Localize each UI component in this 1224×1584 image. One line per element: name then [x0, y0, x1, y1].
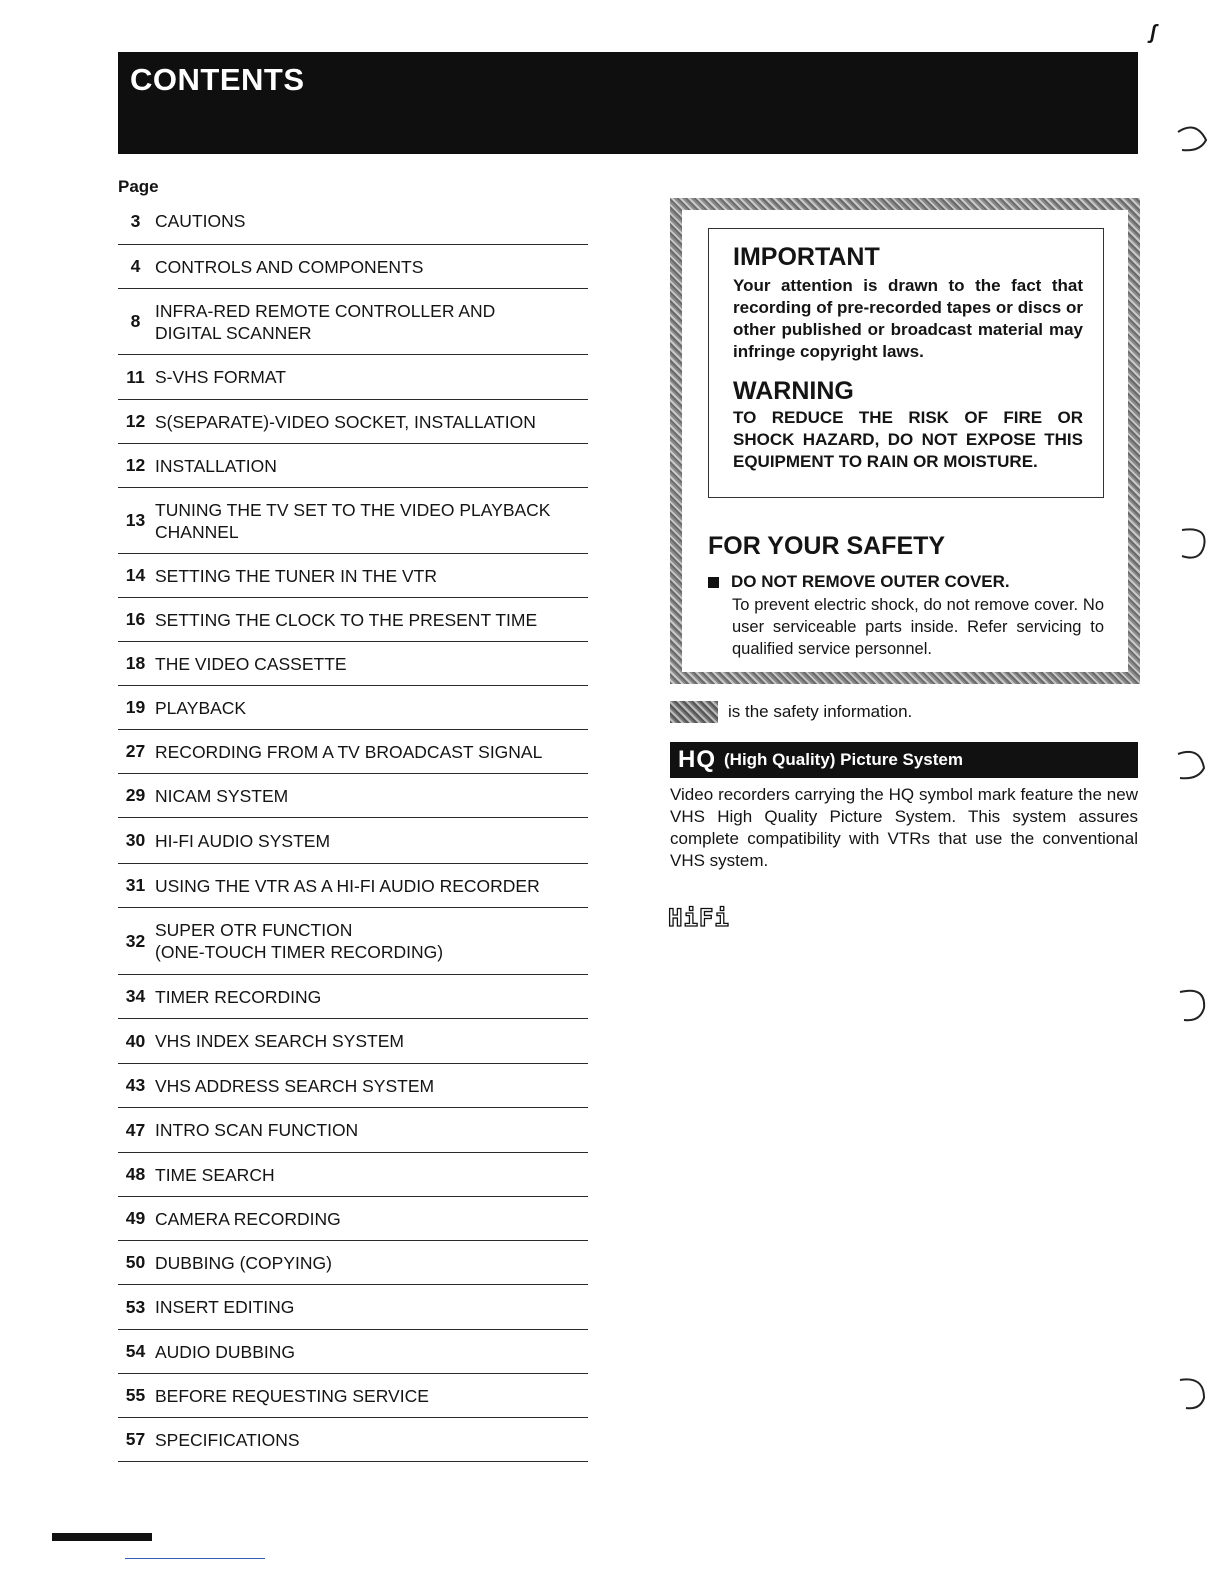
hq-heading-bar	[670, 742, 1138, 778]
hq-subtitle: (High Quality) Picture System	[724, 750, 963, 769]
toc-title	[153, 1296, 294, 1318]
toc-page-number: 16	[125, 609, 146, 629]
safety-notice-box	[670, 198, 1140, 684]
toc-title	[153, 411, 536, 433]
safety-bullet	[708, 572, 1010, 592]
toc-entry	[118, 1197, 588, 1241]
toc-title	[153, 1030, 404, 1052]
toc-title-line: CONTROLS AND COMPONENTS	[155, 256, 424, 277]
toc-entry	[118, 554, 588, 598]
toc-page-number: 19	[125, 697, 146, 717]
safety-bullet-text: DO NOT REMOVE OUTER COVER.	[731, 572, 1010, 591]
toc-title	[153, 366, 286, 388]
toc-page-number: 12	[125, 455, 146, 475]
toc-title-line: S-VHS FORMAT	[155, 367, 286, 387]
toc-title	[153, 609, 537, 631]
toc-title-line: AUDIO DUBBING	[155, 1341, 296, 1362]
toc-page-number: 53	[125, 1296, 146, 1317]
important-title: IMPORTANT	[733, 243, 880, 271]
corner-mark: ʃ	[1150, 22, 1157, 44]
bullet-square-icon	[708, 577, 719, 588]
toc-entry	[118, 774, 588, 818]
toc-page-number: 13	[125, 510, 146, 530]
toc-entry	[118, 1418, 588, 1462]
toc-title-line: CAMERA RECORDING	[155, 1208, 341, 1229]
toc-title-line: DIGITAL SCANNER	[155, 322, 312, 343]
toc-title-line: (ONE-TOUCH TIMER RECORDING)	[155, 942, 444, 962]
toc-title-line: CAUTIONS	[155, 211, 246, 231]
toc-title	[153, 875, 540, 897]
footer-line	[125, 1558, 265, 1559]
toc-title-line: SETTING THE CLOCK TO THE PRESENT TIME	[155, 609, 538, 630]
binding-hole-icon	[1170, 744, 1214, 792]
toc-title-line: INTRO SCAN FUNCTION	[155, 1120, 359, 1140]
toc-page-number: 54	[125, 1341, 146, 1361]
toc-title	[153, 653, 347, 675]
toc-title	[153, 1252, 332, 1274]
toc-entry	[118, 1285, 588, 1330]
toc-title-line: SUPER OTR FUNCTION	[155, 920, 353, 940]
toc-entry	[118, 289, 588, 355]
toc-page-number: 27	[125, 741, 146, 761]
toc-title	[153, 830, 330, 852]
toc-title-line: SPECIFICATIONS	[155, 1429, 300, 1450]
toc-entry	[118, 1019, 588, 1064]
warning-title: WARNING	[733, 377, 854, 405]
toc-title-line: USING THE VTR AS A HI-FI AUDIO RECORDER	[155, 875, 540, 896]
toc-title	[153, 741, 542, 763]
toc-title-line: CHANNEL	[155, 521, 239, 542]
safety-title: FOR YOUR SAFETY	[708, 532, 946, 560]
toc-page-heading: Page	[118, 177, 159, 196]
toc-page-number: 31	[125, 875, 146, 895]
page-title: CONTENTS	[130, 62, 305, 97]
toc-entry	[118, 975, 588, 1019]
important-warning-panel	[708, 228, 1104, 498]
hq-logo: HQ	[678, 746, 716, 773]
binding-hole-icon	[1170, 520, 1214, 568]
toc-title	[153, 1164, 275, 1186]
binding-hole-icon	[1170, 1370, 1214, 1418]
toc-entry	[118, 818, 588, 864]
toc-page-number: 40	[125, 1030, 146, 1051]
toc-title	[153, 1208, 341, 1230]
toc-page-number: 47	[125, 1119, 146, 1140]
toc-title	[153, 565, 437, 587]
toc-page-number: 34	[125, 986, 146, 1006]
toc-title-line: RECORDING FROM A TV BROADCAST SIGNAL	[155, 741, 543, 762]
toc-page-number: 11	[126, 366, 145, 387]
toc-title-line: PLAYBACK	[155, 697, 247, 718]
safety-pattern-icon	[670, 701, 718, 723]
toc-title-line: NICAM SYSTEM	[155, 785, 289, 806]
toc-title-line: THE VIDEO CASSETTE	[155, 653, 347, 674]
toc-title-line: BEFORE REQUESTING SERVICE	[155, 1385, 429, 1406]
table-of-contents	[118, 198, 588, 1462]
toc-title	[153, 300, 495, 344]
toc-title-line: VHS ADDRESS SEARCH SYSTEM	[155, 1075, 435, 1096]
toc-entry	[118, 908, 588, 975]
toc-title-line: INFRA-RED REMOTE CONTROLLER AND	[155, 300, 496, 321]
toc-page-number: 4	[130, 256, 141, 276]
toc-entry	[118, 1064, 588, 1108]
toc-title	[153, 256, 423, 278]
toc-title-line: INSTALLATION	[155, 455, 277, 476]
toc-title-line: INSERT EDITING	[155, 1297, 295, 1317]
toc-entry	[118, 1374, 588, 1418]
toc-title	[153, 697, 246, 719]
toc-title	[153, 1119, 358, 1141]
toc-page-number: 14	[125, 565, 146, 585]
toc-page-number: 50	[125, 1252, 146, 1272]
toc-page-number: 3	[130, 210, 141, 231]
toc-page-number: 43	[125, 1075, 146, 1095]
toc-entry	[118, 1153, 588, 1197]
toc-entry	[118, 245, 588, 289]
safety-legend	[670, 701, 912, 723]
toc-title	[153, 919, 443, 963]
toc-title	[153, 1341, 295, 1363]
important-text: Your attention is drawn to the fact that recording of pre-recorded tapes or discs or other published or broadcast material may infringe copyright laws.	[733, 276, 1083, 361]
toc-entry	[118, 444, 588, 488]
toc-entry	[118, 598, 588, 642]
toc-title-line: SETTING THE TUNER IN THE VTR	[155, 565, 437, 586]
toc-title	[153, 210, 245, 232]
safety-legend-text: is the safety information.	[728, 702, 913, 721]
toc-entry	[118, 1241, 588, 1285]
toc-title-line: VHS INDEX SEARCH SYSTEM	[155, 1031, 404, 1051]
footer-mark	[52, 1533, 152, 1541]
toc-title-line: TUNING THE TV SET TO THE VIDEO PLAYBACK	[155, 499, 551, 520]
toc-title	[153, 1385, 429, 1407]
toc-title	[153, 499, 550, 543]
safety-text: To prevent electric shock, do not remove cover. No user serviceable parts inside. Refer servicing to qualified service personnel.	[732, 596, 1104, 658]
toc-title-line: HI-FI AUDIO SYSTEM	[155, 830, 331, 851]
toc-page-number: 29	[125, 785, 146, 805]
toc-entry	[118, 1330, 588, 1374]
toc-page-number: 57	[125, 1429, 146, 1449]
toc-title-line: DUBBING (COPYING)	[155, 1252, 332, 1273]
toc-entry	[118, 686, 588, 730]
toc-title	[153, 455, 277, 477]
toc-page-number: 49	[125, 1208, 146, 1228]
toc-entry	[118, 488, 588, 554]
toc-page-number: 48	[125, 1164, 146, 1184]
toc-page-number: 55	[125, 1385, 146, 1405]
toc-title-line: TIMER RECORDING	[155, 986, 322, 1007]
binding-hole-icon	[1170, 982, 1214, 1030]
toc-entry	[118, 400, 588, 444]
hq-description: Video recorders carrying the HQ symbol mark feature the new VHS High Quality Picture System. This system assures complete compatibility with VTRs that use the conventional VHS system.	[670, 785, 1138, 870]
toc-entry	[118, 198, 588, 245]
toc-page-number: 8	[130, 311, 141, 331]
toc-title-line: S(SEPARATE)-VIDEO SOCKET, INSTALLATION	[155, 411, 536, 432]
toc-entry	[118, 730, 588, 774]
hifi-logo: HiFi	[668, 904, 730, 932]
toc-title-line: TIME SEARCH	[155, 1164, 275, 1185]
toc-entry	[118, 355, 588, 400]
toc-entry	[118, 642, 588, 686]
toc-title	[153, 785, 288, 807]
toc-page-number: 32	[125, 930, 146, 951]
warning-text: TO REDUCE THE RISK OF FIRE OR SHOCK HAZARD, DO NOT EXPOSE THIS EQUIPMENT TO RAIN OR MOISTURE.	[733, 408, 1083, 471]
toc-entry	[118, 864, 588, 908]
toc-title	[153, 1429, 300, 1451]
toc-entry	[118, 1108, 588, 1153]
toc-page-number: 18	[125, 653, 146, 673]
toc-page-number: 12	[125, 411, 146, 431]
binding-hole-icon	[1170, 118, 1214, 166]
toc-title	[153, 986, 321, 1008]
contents-banner	[118, 52, 1138, 154]
toc-page-number: 30	[125, 830, 146, 850]
toc-title	[153, 1075, 434, 1097]
